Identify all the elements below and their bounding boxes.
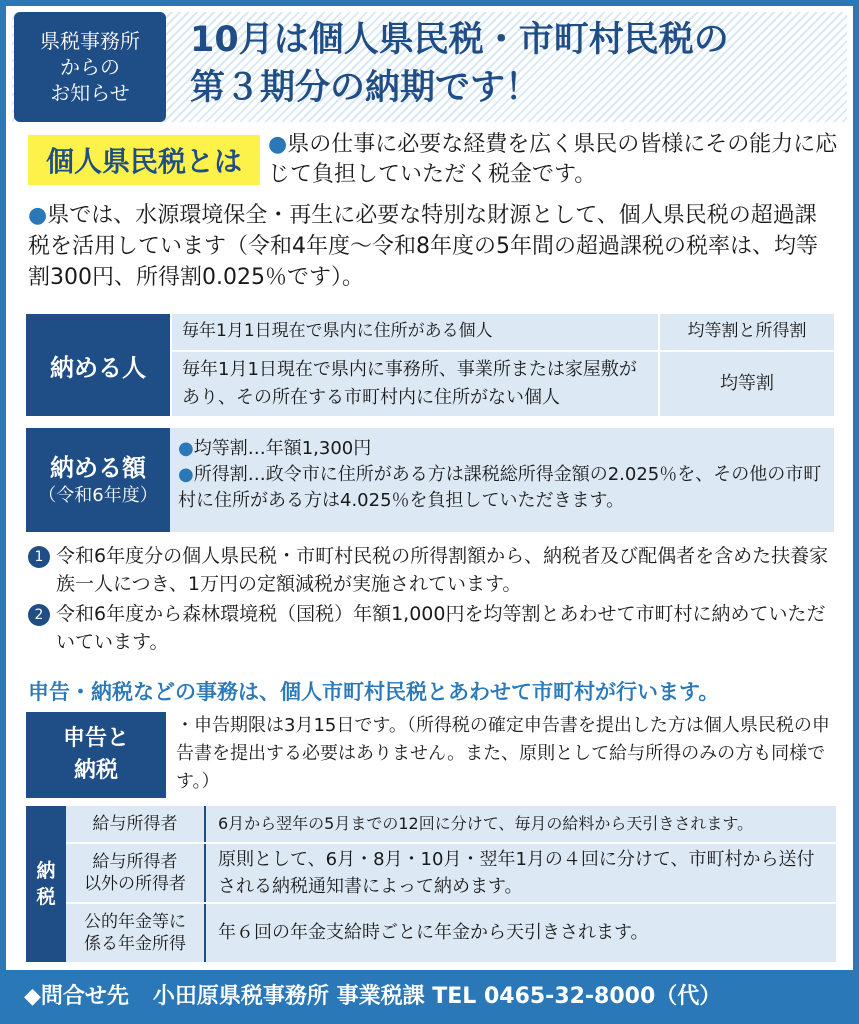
payer-row-2-who: 毎年1月1日現在で県内に事務所、事業所または家屋敷があり、その所在する市町村内に住所がない個人 bbox=[172, 352, 658, 416]
intro-paragraph: ●県では、水源環境保全・再生に必要な特別な財源として、個人県民税の超過課税を活用しています（令和4年度〜令和8年度の5年間の超過課税の税率は、均等割300円、所得割0.025％です）。 bbox=[28, 203, 818, 290]
payment-row-label: 給与所得者 bbox=[66, 806, 206, 842]
payment-row-label: 公的年金等に 係る年金所得 bbox=[66, 904, 206, 962]
payment-row-label: 給与所得者 以外の所得者 bbox=[66, 844, 206, 902]
definition-label: 個人県民税とは bbox=[28, 135, 260, 185]
amount-item: ●所得割…政令市に住所がある方は課税総所得金額の2.025％を、その他の市町村に住所がある方は4.025％を負担していただきます。 bbox=[178, 464, 822, 511]
number-badge: 2 bbox=[28, 604, 50, 626]
payment-heading: 納 税 bbox=[26, 806, 66, 962]
payment-row bbox=[66, 806, 836, 842]
notes-list bbox=[28, 542, 836, 658]
note-item: 2 令和6年度から森林環境税（国税）年額1,000円を均等割とあわせて市町村に納めていただいています。 bbox=[28, 600, 836, 656]
declaration-heading: 申告と 納税 bbox=[26, 712, 166, 798]
payment-row-text: 原則として、6月・8月・10月・翌年1月の４回に分けて、市町村から送付される納税通知書によって納めます。 bbox=[218, 849, 815, 897]
bullet-icon: ● bbox=[178, 438, 194, 459]
amount-heading-year: （令和6年度） bbox=[38, 485, 158, 506]
payment-row-text: 年６回の年金支給時ごとに年金から天引きされます。 bbox=[218, 922, 649, 943]
contact-footer bbox=[6, 970, 853, 1018]
bullet-icon: ● bbox=[268, 132, 288, 157]
amount-item: ●均等割…年額1,300円 bbox=[178, 438, 372, 459]
page-title: 10月は個人県民税・市町村民税の 第３期分の納期です！ bbox=[190, 20, 729, 108]
amount-body bbox=[170, 428, 834, 532]
bullet-icon: ● bbox=[28, 203, 48, 228]
payer-row-1-who: 毎年1月1日現在で県内に住所がある個人 bbox=[172, 314, 658, 350]
definition-text: ●県の仕事に必要な経費を広く県民の皆様にその能力に応じて負担していただく税金です。 bbox=[268, 132, 838, 187]
number-badge: 1 bbox=[28, 546, 50, 568]
payment-row-text: 6月から翌年の5月までの12回に分けて、毎月の給料から天引きされます。 bbox=[218, 814, 754, 833]
payer-row-1-tax: 均等割と所得割 bbox=[660, 314, 834, 350]
payment-row bbox=[66, 844, 836, 902]
section-subhead: 申告・納税などの事務は、個人市町村民税とあわせて市町村が行います。 bbox=[28, 680, 720, 704]
payment-row bbox=[66, 904, 836, 962]
declaration-text: ・申告期限は3月15日です。（所得税の確定申告書を提出した方は個人県民税の申告書を提出する必要はありません。また、原則として給与所得のみの方も同様です。） bbox=[176, 715, 830, 792]
amount-heading-main: 納める額 bbox=[50, 454, 146, 482]
contact-label: ◆問合せ先 bbox=[24, 983, 129, 1009]
note-item: 1 令和6年度分の個人県民税・市町村民税の所得割額から、納税者及び配偶者を含めた扶養家族一人につき、1万円の定額減税が実施されています。 bbox=[28, 542, 836, 598]
payer-row-2-tax: 均等割 bbox=[660, 352, 834, 416]
bullet-icon: ● bbox=[178, 464, 194, 485]
amount-heading bbox=[26, 428, 170, 532]
payers-heading: 納める人 bbox=[26, 314, 170, 416]
contact-info: 小田原県税事務所 事業税課 TEL 0465-32-8000（代） bbox=[152, 983, 722, 1009]
office-badge: 県税事務所 からの お知らせ bbox=[14, 12, 166, 122]
